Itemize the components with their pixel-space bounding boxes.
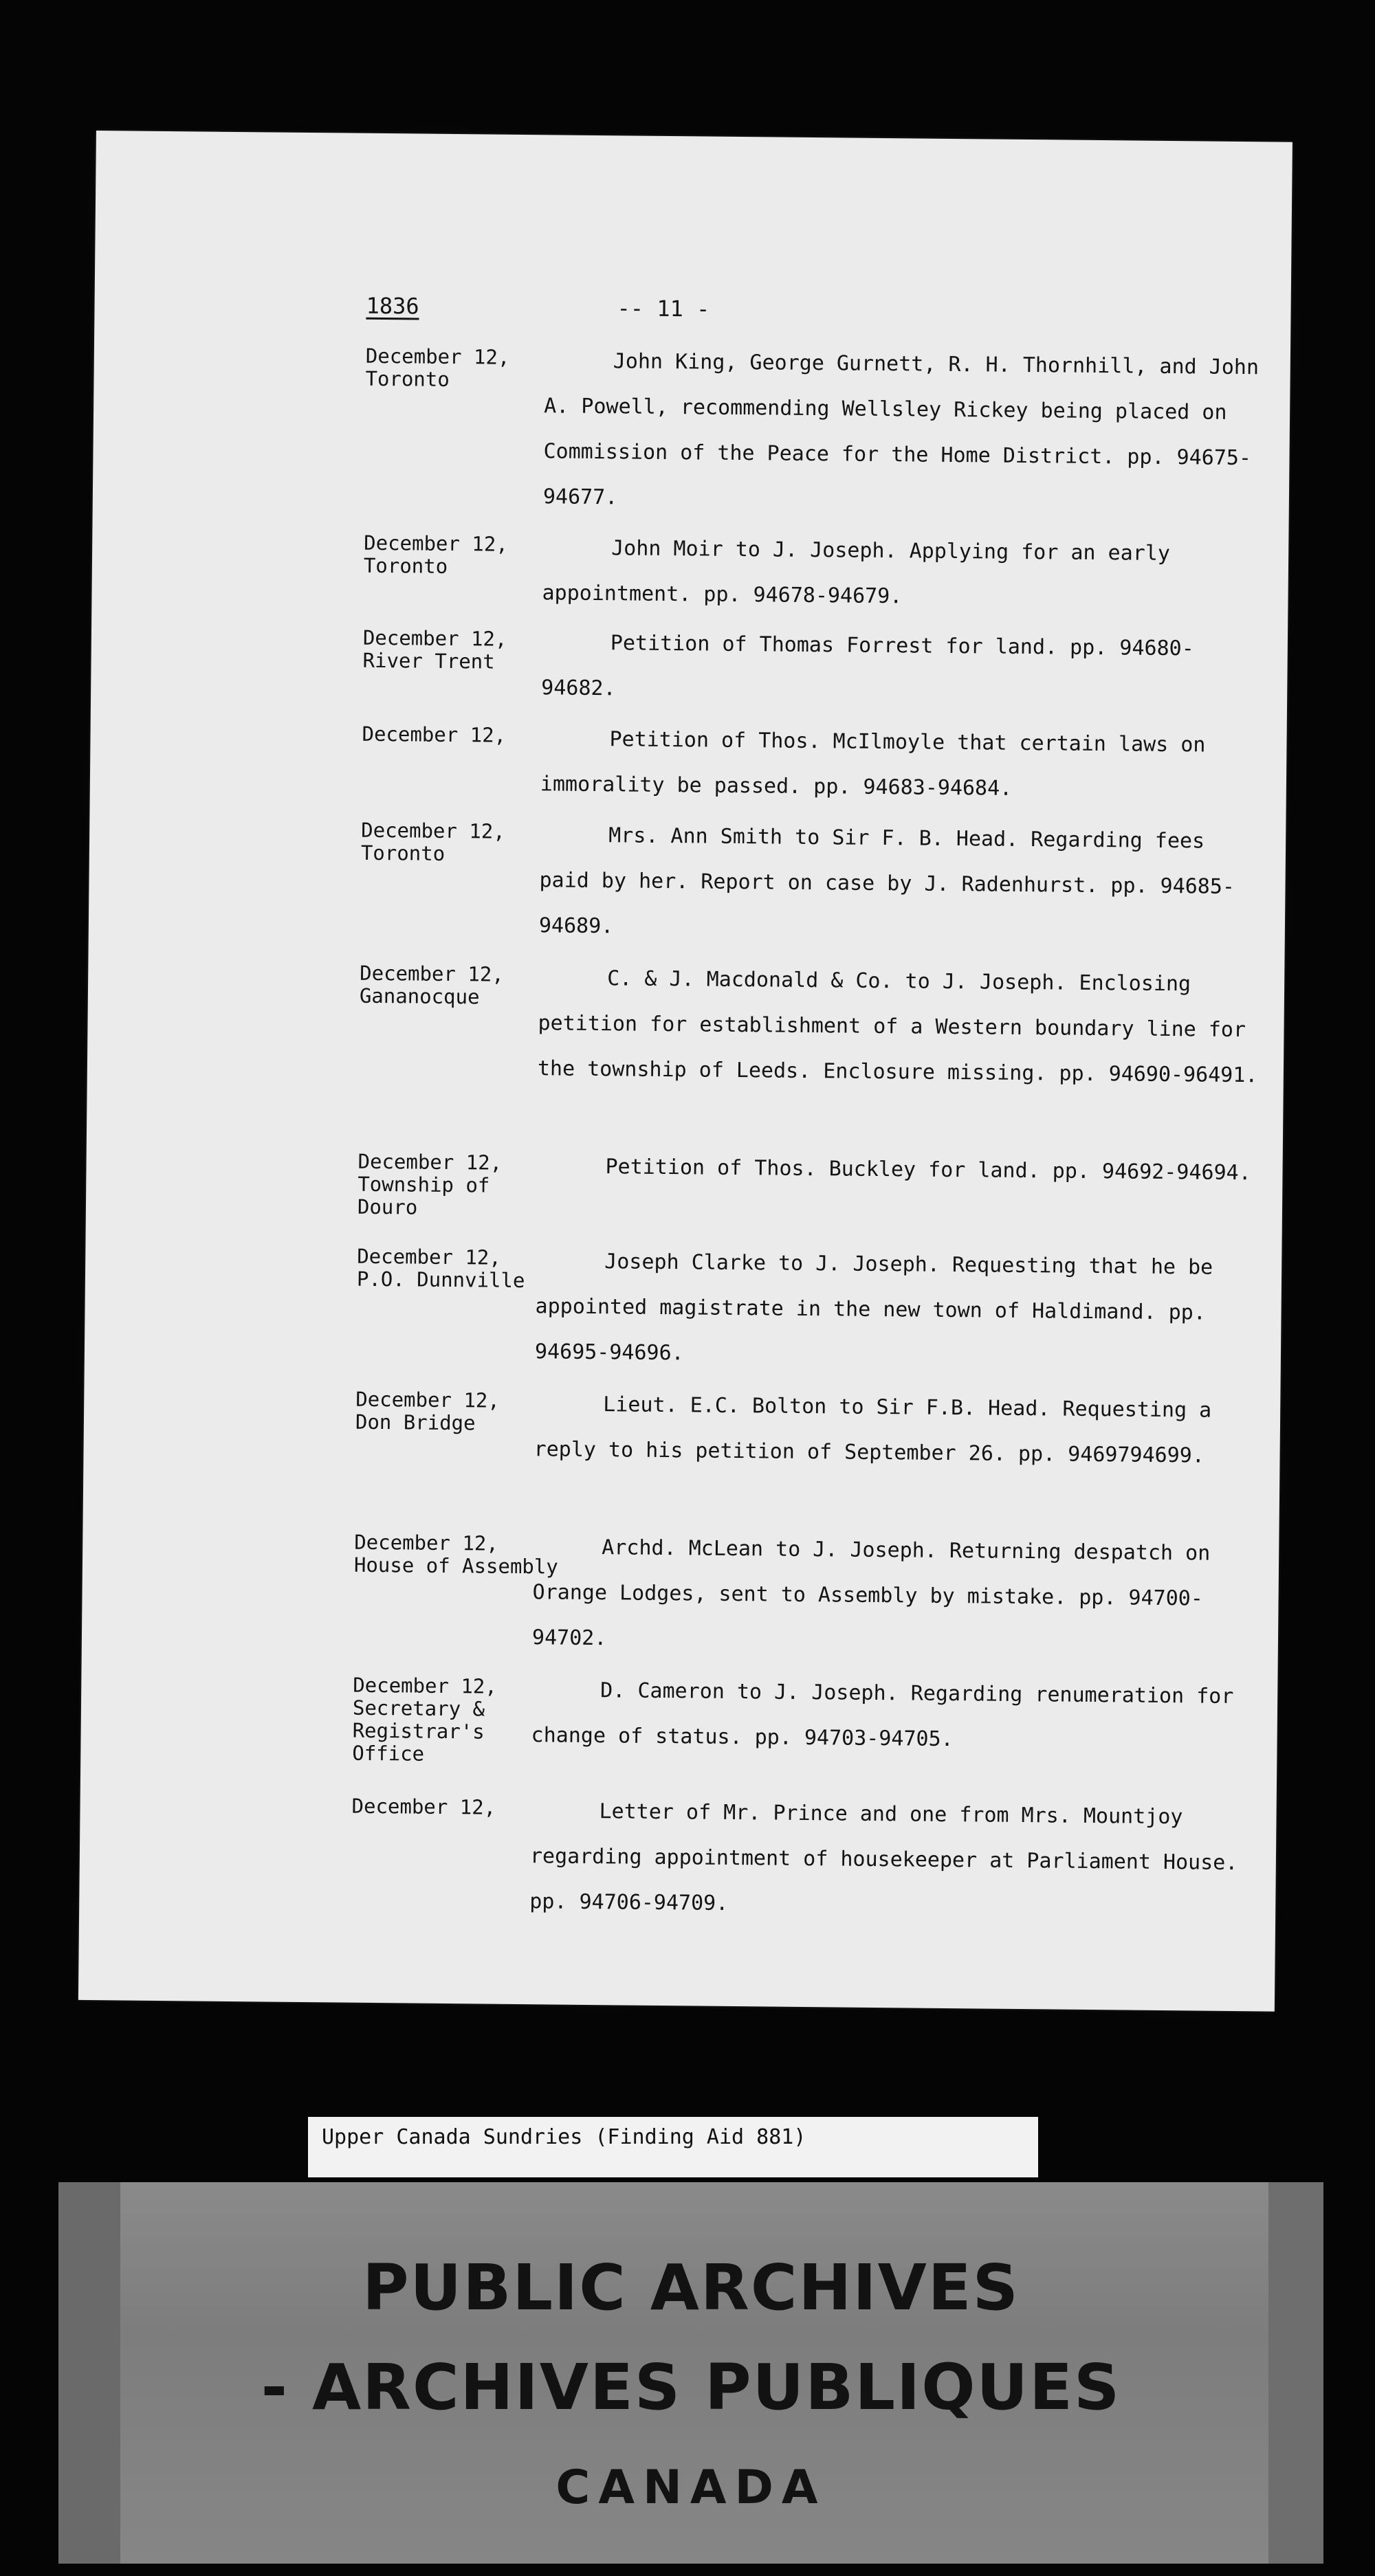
- document-page: [78, 131, 1292, 2012]
- entry-text: John Moir to J. Joseph. Applying for an early appointment. pp. 94678-94679.: [542, 536, 1171, 609]
- entry-text: Mrs. Ann Smith to Sir F. B. Head. Regarding fees paid by her. Report on case by J. Radenhurst. pp. 94685-94689.: [538, 823, 1235, 939]
- entry-place: Toronto: [363, 553, 448, 578]
- entry-place: Toronto: [360, 841, 446, 865]
- entry-date: December 12,: [353, 1673, 497, 1698]
- entry-date: December 12,: [355, 1387, 500, 1412]
- entry-place: Toronto: [365, 366, 450, 391]
- entry-text: John King, George Gurnett, R. H. Thornhill, and John A. Powell, recommending Wellsley Rickey being placed on Commission of the Peace for the Home District. pp. 94675-94677.: [542, 349, 1260, 510]
- entry-place: Secretary & Registrar's Office: [352, 1696, 485, 1766]
- entry-date: December 12,: [351, 1794, 496, 1819]
- entry-text: Petition of Thos. McIlmoyle that certain laws on immorality be passed. pp. 94683-94684.: [540, 727, 1206, 801]
- entry-place: Don Bridge: [355, 1410, 476, 1435]
- list-item: [82, 1529, 1279, 1651]
- list-item: [84, 1386, 1280, 1468]
- stamp-line-french: - ARCHIVES PUBLIQUES: [261, 2351, 1121, 2424]
- page-number: -- 11 -: [617, 295, 710, 322]
- finding-aid-text: Upper Canada Sundries (Finding Aid 881): [322, 2125, 806, 2149]
- entry-place: P.O. Dunnville: [356, 1267, 525, 1293]
- entry-place: River Trent: [362, 648, 495, 674]
- entry-text: C. & J. Macdonald & Co. to J. Joseph. Enclosing petition for establishment of a Western boundary line for the township of Leeds. Enclosure missing. pp. 94690-96491.: [537, 966, 1258, 1088]
- stamp-line-english: PUBLIC ARCHIVES: [362, 2251, 1020, 2324]
- list-item: [92, 529, 1288, 609]
- entry-text: D. Cameron to J. Joseph. Regarding renumeration for change of status. pp. 94703-94705.: [531, 1678, 1234, 1752]
- entry-text: Letter of Mr. Prince and one from Mrs. Mountjoy regarding appointment of housekeeper at Parliament House. pp. 94706-94709.: [529, 1799, 1238, 1916]
- list-item: [80, 1792, 1277, 1916]
- entry-text: Lieut. E.C. Bolton to Sir F.B. Head. Requesting a reply to his petition of September 26. pp. 9469794699.: [534, 1392, 1212, 1468]
- entry-date: December 12,: [364, 531, 508, 556]
- entry-date: December 12,: [362, 722, 507, 747]
- list-item: [91, 720, 1287, 801]
- list-item: [85, 1243, 1282, 1366]
- list-item: [87, 1148, 1283, 1219]
- entry-place: House of Assembly: [353, 1553, 558, 1579]
- entry-text: Joseph Clarke to J. Joseph. Requesting that he be appointed magistrate in the new town of Haldimand. pp. 94695-94696.: [534, 1250, 1213, 1366]
- archives-stamp: [58, 2182, 1323, 2564]
- entry-date: December 12,: [357, 1244, 501, 1269]
- entry-date: December 12,: [360, 961, 504, 986]
- entry-date: December 12,: [365, 344, 510, 369]
- entry-text: Petition of Thomas Forrest for land. pp. 94680-94682.: [541, 631, 1194, 701]
- entry-date: December 12,: [358, 1149, 503, 1175]
- list-item: [89, 817, 1286, 939]
- year-heading: 1836: [366, 292, 419, 320]
- entry-text: Petition of Thos. Buckley for land. pp. 94692-94694.: [605, 1155, 1251, 1186]
- entry-place: Township of Douro: [357, 1172, 490, 1219]
- entry-date: December 12,: [362, 625, 507, 651]
- list-item: [94, 342, 1290, 510]
- finding-aid-label: [308, 2117, 1038, 2177]
- list-item: [91, 624, 1288, 701]
- stamp-line-country: CANADA: [556, 2461, 826, 2515]
- entry-date: December 12,: [361, 818, 505, 843]
- entry-text: Archd. McLean to J. Joseph. Returning despatch on Orange Lodges, sent to Assembly by mistake. pp. 94700-94702.: [531, 1535, 1211, 1651]
- entry-place: Gananocque: [359, 984, 480, 1009]
- list-item: [81, 1672, 1277, 1766]
- list-item: [88, 959, 1284, 1088]
- entry-date: December 12,: [354, 1530, 498, 1555]
